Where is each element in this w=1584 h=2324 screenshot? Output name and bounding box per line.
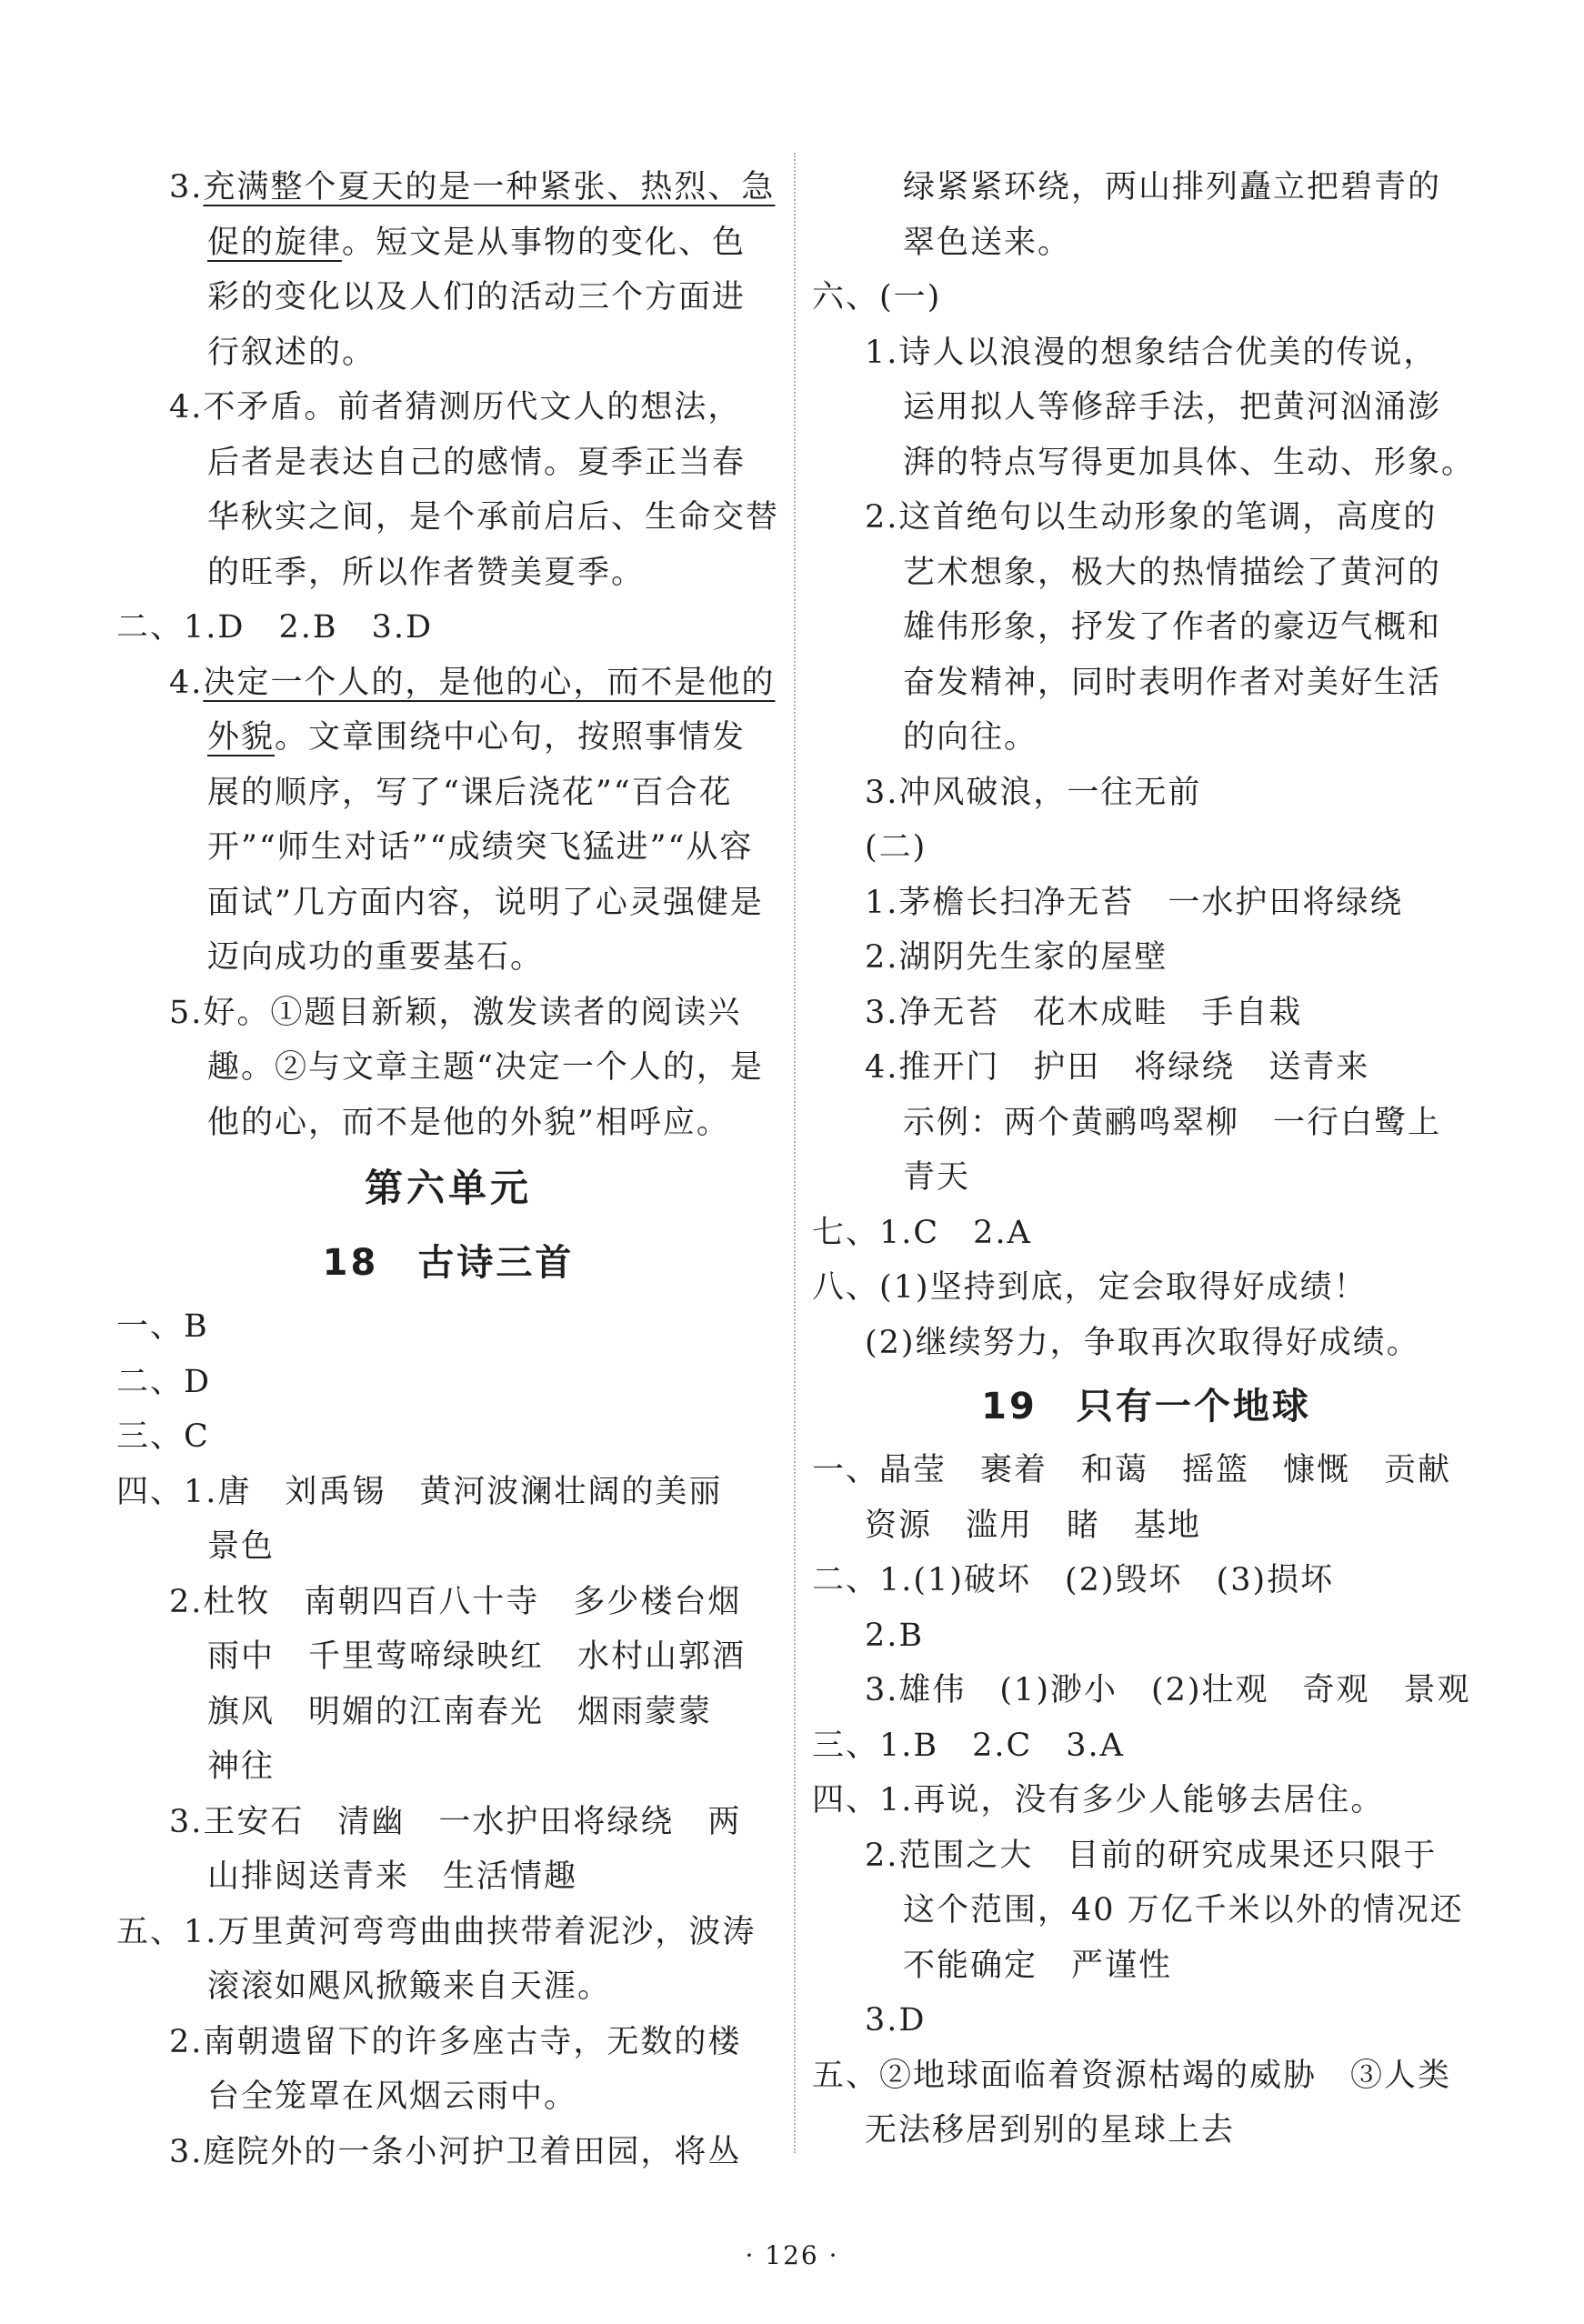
answer-line [116,1629,780,1685]
answer-text: 的旺季，所以作者赞美夏季。 [207,554,646,591]
answer-line [812,930,1480,986]
answer-line [116,326,780,381]
underlined-answer-text: 促的旋律 [207,224,343,261]
right-column [812,160,1480,2159]
answer-text: 绿紧紧环绕，两山排列矗立把碧青的 [903,169,1442,205]
answer-line [116,436,780,491]
answer-line [116,160,780,215]
answer-text: 台全笼罩在风烟云雨中。 [207,2079,578,2115]
answer-line [812,215,1480,271]
answer-text: 奋发精神，同时表明作者对美好生活 [903,664,1442,701]
answer-line [812,600,1480,656]
answer-text: 景色 [207,1528,276,1565]
answer-line [116,2125,780,2180]
answer-line [116,270,780,326]
answer-text: 展的顺序，写了“课后浇花”“百合花 [207,774,733,811]
answer-text: 趣。②与文章主题“决定一个人的，是 [207,1049,764,1086]
answer-text: 3.D [865,2002,927,2039]
answer-line [812,1773,1480,1828]
answer-line [116,1040,780,1096]
answer-line [116,986,780,1041]
answer-line [812,380,1480,436]
answer-line [116,1575,780,1630]
answer-line [812,1150,1480,1206]
answer-line [116,1096,780,1151]
answer-line [812,766,1480,821]
answer-text: 4.不矛盾。前者猜测历代文人的想法， [169,389,742,426]
answer-text: 二、1.(1)破坏 (2)毁坏 (3)损坏 [812,1562,1335,1598]
answer-line [812,1260,1480,1316]
answer-text: 3.庭院外的一条小河护卫着田园，将丛 [169,2133,742,2170]
answer-text: 2.杜牧 南朝四百八十寺 多少楼台烟 [169,1583,742,1620]
answer-text: 5.好。①题目新颖，激发读者的阅读兴 [169,994,742,1031]
lesson-heading: 19 只有一个地球 [981,1386,1311,1427]
answer-line [812,1718,1480,1774]
answer-text: 4. [169,664,204,701]
answer-text: 一、晶莹 裹着 和蔼 摇篮 慷慨 贡献 [812,1452,1452,1488]
answer-text: 4.推开门 护田 将绿绕 送青来 [865,1049,1370,1086]
answer-text: 七、1.C 2.A [812,1214,1032,1251]
answer-text: 3.净无苔 花木成畦 手自栽 [865,994,1303,1031]
underlined-answer-text: 充满整个夏天的是一种紧张、热烈、急 [203,169,776,205]
answer-line [116,215,780,271]
answer-text: 2.范围之大 目前的研究成果还只限于 [865,1837,1438,1874]
answer-text: 湃的特点写得更加具体、生动、形象。 [903,444,1476,481]
answer-text: 六、(一) [812,279,942,316]
answer-text: 2.湖阴先生家的屋壁 [865,939,1168,976]
answer-text: (二) [865,829,927,866]
answer-text: 开”“师生对话”“成绩突飞猛进”“从容 [207,829,754,866]
answer-line [116,1519,780,1575]
answer-text: 。短文是从事物的变化、色 [342,224,747,261]
answer-text: 雨中 千里莺啼绿映红 水村山郭酒 [207,1638,747,1675]
answer-line [116,710,780,766]
answer-text: 运用拟人等修辞手法，把黄河汹涌澎 [903,389,1442,426]
underlined-answer-text: 外貌 [207,719,276,756]
answer-text: 3. [169,169,204,205]
answer-line [812,876,1480,931]
unit-heading: 第六单元 [364,1166,532,1210]
lesson-heading: 18 古诗三首 [322,1242,575,1284]
underlined-answer-text: 决定一个人的，是他的心，而不是他的 [203,664,776,701]
answer-line [812,1883,1480,1938]
answer-line [116,490,780,546]
answer-line [812,2049,1480,2104]
answer-line [812,546,1480,601]
answer-text: 3.雄伟 (1)渺小 (2)壮观 奇观 景观 [865,1672,1471,1708]
answer-text: 五、②地球面临着资源枯竭的威胁 ③人类 [812,2057,1452,2094]
answer-line [116,1299,780,1355]
answer-text: 艺术想象，极大的热情描绘了黄河的 [903,554,1442,591]
answer-text: 2.这首绝句以生动形象的笔调，高度的 [865,499,1438,536]
left-column [116,160,780,2179]
answer-line [116,2015,780,2070]
answer-text: 2.B [865,1617,925,1654]
answer-line [812,710,1480,766]
answer-text: 二、D [116,1363,212,1400]
answer-text: 三、C [116,1418,210,1455]
answer-text: 示例：两个黄鹂鸣翠柳 一行白鹭上 [903,1104,1442,1141]
answer-line [116,380,780,436]
answer-line [116,600,780,656]
answer-text: 五、1.万里黄河弯弯曲曲挟带着泥沙，波涛 [116,1913,757,1950]
answer-text: 旗风 明媚的江南春光 烟雨蒙蒙 [207,1693,713,1730]
answer-text: 二、1.D 2.B 3.D [116,609,434,646]
answer-line [116,1959,780,2015]
answer-line [116,1739,780,1795]
answer-line [812,270,1480,326]
answer-line [812,2103,1480,2159]
answer-text: 1.茅檐长扫净无苔 一水护田将绿绕 [865,884,1404,921]
answer-text: 华秋实之间，是个承前启后、生命交替 [207,499,780,536]
answer-text: 2.南朝遗留下的许多座古寺，无数的楼 [169,2023,742,2060]
answer-line [812,1316,1480,1371]
answer-line [116,876,780,931]
answer-text: 雄伟形象，抒发了作者的豪迈气概和 [903,609,1442,646]
answer-line [812,656,1480,711]
answer-line [812,820,1480,876]
answer-line [812,1553,1480,1608]
answer-text: 3.王安石 清幽 一水护田将绿绕 两 [169,1803,742,1840]
column-divider [794,153,796,2153]
answer-line [116,766,780,821]
answer-line [812,1663,1480,1718]
answer-text: 资源 滥用 睹 基地 [865,1507,1202,1544]
answer-line [116,546,780,601]
answer-text: 青天 [903,1159,971,1196]
answer-line [812,1608,1480,1664]
answer-text: 神往 [207,1748,276,1785]
answer-line [116,1465,780,1520]
answer-line [812,1498,1480,1554]
answer-text: 四、1.唐 刘禹锡 黄河波澜壮阔的美丽 [116,1473,723,1510]
answer-line [812,1443,1480,1498]
answer-line [116,1355,780,1410]
answer-text: 面试”几方面内容，说明了心灵强健是 [207,884,764,921]
answer-text: 翠色送来。 [903,224,1072,261]
answer-line [812,326,1480,381]
answer-text: 四、1.再说，没有多少人能够去居住。 [812,1782,1385,1818]
answer-text: 滚滚如飓风掀簸来自天涯。 [207,1968,612,2005]
answer-text: 一、B [116,1308,209,1345]
answer-text: 1.诗人以浪漫的想象结合优美的传说， [865,334,1438,371]
answer-line [116,1795,780,1850]
page-number: · 126 · [745,2240,839,2270]
answer-text: 彩的变化以及人们的活动三个方面进 [207,279,747,316]
answer-text: 无法移居到别的星球上去 [865,2112,1236,2149]
answer-text: 迈向成功的重要基石。 [207,939,545,976]
answer-line [116,2069,780,2125]
answer-text: 三、1.B 2.C 3.A [812,1727,1125,1764]
answer-line [116,1409,780,1465]
answer-line [812,1828,1480,1884]
answer-text: 行叙述的。 [207,334,376,371]
answer-text: 。文章围绕中心句，按照事情发 [275,719,747,756]
answer-line [116,1905,780,1960]
answer-line [116,930,780,986]
answer-text: 山排闼送青来 生活情趣 [207,1858,578,1895]
answer-line [812,160,1480,215]
answer-line [116,1685,780,1740]
answer-line [116,820,780,876]
answer-line [812,1938,1480,1994]
answer-text: 3.冲风破浪，一往无前 [865,774,1202,811]
answer-line [812,1040,1480,1096]
answer-text: (2)继续努力，争取再次取得好成绩。 [865,1324,1420,1361]
answer-text: 不能确定 严谨性 [903,1947,1173,1984]
answer-text: 这个范围，40 万亿千米以外的情况还 [903,1892,1464,1928]
answer-line [812,490,1480,546]
answer-line [812,986,1480,1041]
answer-line [812,1096,1480,1151]
answer-line [812,436,1480,491]
answer-text: 后者是表达自己的感情。夏季正当春 [207,444,747,481]
answer-text: 的向往。 [903,719,1038,756]
answer-text: 八、(1)坚持到底，定会取得好成绩！ [812,1269,1368,1306]
answer-text: 他的心，而不是他的外貌”相呼应。 [207,1104,730,1141]
answer-line [812,1993,1480,2049]
answer-line [116,656,780,711]
answer-line [116,1849,780,1905]
answer-line [812,1206,1480,1261]
